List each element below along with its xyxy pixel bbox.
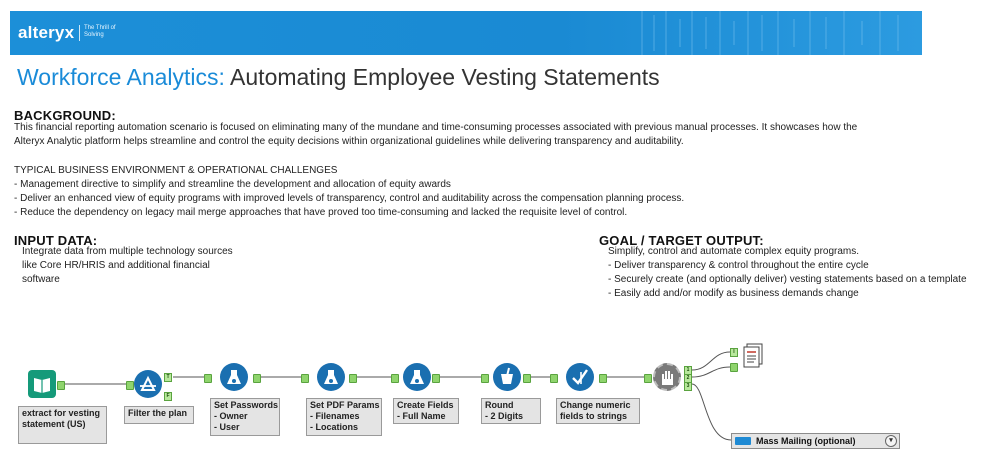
convert-input-anchor[interactable] [550,374,558,383]
container-toggle-icon[interactable]: ▾ [885,435,897,447]
banner-pattern-icon [622,11,922,55]
filter-input-anchor[interactable] [126,381,134,390]
tool-label-line: Change numeric [560,400,631,410]
goal-line: Simplify, control and automate complex equity programs. [608,246,860,257]
convert-output-anchor[interactable] [599,374,607,383]
tool-label-line: extract for vesting [22,408,101,418]
input-data-text [22,245,233,287]
title-main: Automating Employee Vesting Statements [230,64,660,90]
tool-label-filter [124,406,194,424]
title-accent: Workforce Analytics: [17,64,225,90]
select-tool-icon[interactable] [566,363,594,391]
container-icon [735,437,751,445]
passwords-input-anchor[interactable] [204,374,212,383]
page-title [17,64,660,91]
tool-label-fields [393,398,459,424]
tool-label-line: fields to strings [560,411,628,421]
background-text [14,121,857,149]
mass-mailing-container[interactable] [731,433,900,449]
tool-label-line: - User [214,422,240,432]
formula-pdf-tool-icon[interactable] [317,363,345,391]
logo-tagline: The Thrill of Solving [84,25,116,38]
container-label: Mass Mailing (optional) [756,436,856,446]
goal-heading: GOAL / TARGET OUTPUT: [599,233,764,248]
background-heading: BACKGROUND: [14,108,116,123]
tool-label-line: Set PDF Params [310,400,380,410]
tool-label-line: - 2 Digits [485,411,524,421]
filter-false-anchor[interactable]: F [164,392,172,401]
goal-line: - Deliver transparency & control throughout the entire cycle [608,260,869,271]
tool-label-round [481,398,541,424]
background-line: Alteryx Analytic platform helps streamline and control the equity decisions within organizational guidelines while delivering transparency and auditability. [14,136,684,147]
passwords-output-anchor[interactable] [253,374,261,383]
report-input-anchor[interactable]: I [730,348,738,357]
formula-passwords-tool-icon[interactable] [220,363,248,391]
tool-label-pdf [306,398,382,436]
tool-label-passwords [210,398,280,436]
input-data-line: like Core HR/HRIS and additional financial [22,260,210,271]
goal-text [608,245,967,301]
round-input-anchor[interactable] [481,374,489,383]
tool-label-line: Create Fields [397,400,454,410]
tool-label-line: - Owner [214,411,248,421]
pdf-input-anchor[interactable] [301,374,309,383]
input-output-anchor[interactable] [57,381,65,390]
fields-input-anchor[interactable] [391,374,399,383]
challenge-item: - Management directive to simplify and streamline the development and allocation of equity awards [14,179,451,190]
tool-label-input [18,406,107,444]
goal-line: - Securely create (and optionally deliver) vesting statements based on a template [608,274,967,285]
tool-label-line: - Filenames [310,411,360,421]
header-banner [10,11,922,55]
detour-anchor-2[interactable]: 2 [684,374,692,383]
round-tool-icon[interactable] [493,363,521,391]
detour-tool-icon[interactable] [653,363,681,391]
challenges-heading: TYPICAL BUSINESS ENVIRONMENT & OPERATIONAL CHALLENGES [14,165,338,176]
input-data-line: software [22,274,60,285]
formula-fields-tool-icon[interactable] [403,363,431,391]
round-output-anchor[interactable] [523,374,531,383]
input-data-tool-icon[interactable] [28,370,56,398]
detour-input-anchor[interactable] [644,374,652,383]
filter-true-anchor[interactable]: T [164,373,172,382]
tool-label-line: Round [485,400,514,410]
filter-tool-icon[interactable] [134,370,162,398]
tool-label-convert [556,398,640,424]
report-document-icon[interactable] [741,342,765,370]
tool-label-line: - Locations [310,422,359,432]
challenge-item: - Reduce the dependency on legacy mail merge approaches that have proved too time-consuming and lacked the requisite level of control. [14,207,628,218]
workflow-canvas[interactable] [0,340,999,463]
input-data-line: Integrate data from multiple technology sources [22,246,233,257]
detour-anchor-1[interactable]: 1 [684,366,692,375]
fields-output-anchor[interactable] [432,374,440,383]
tool-label-line: Filter the plan [128,408,188,418]
report-input-anchor-2[interactable] [730,363,738,372]
pdf-output-anchor[interactable] [349,374,357,383]
detour-anchor-3[interactable]: 3 [684,382,692,391]
alteryx-logo: alteryx [18,23,75,42]
challenge-item: - Deliver an enhanced view of equity programs with improved levels of transparency, control and auditability across the compensation planning process. [14,193,685,204]
input-data-heading: INPUT DATA: [14,233,98,248]
logo-divider [79,25,80,41]
goal-line: - Easily add and/or modify as business demands change [608,288,859,299]
tool-label-line: statement (US) [22,419,86,429]
tool-label-line: - Full Name [397,411,446,421]
tool-label-line: Set Passwords [214,400,279,410]
background-line: This financial reporting automation scenario is focused on eliminating many of the mundane and time-consuming processes associated with previous manual processes. It showcases how the [14,122,858,133]
challenges-block [14,164,684,220]
